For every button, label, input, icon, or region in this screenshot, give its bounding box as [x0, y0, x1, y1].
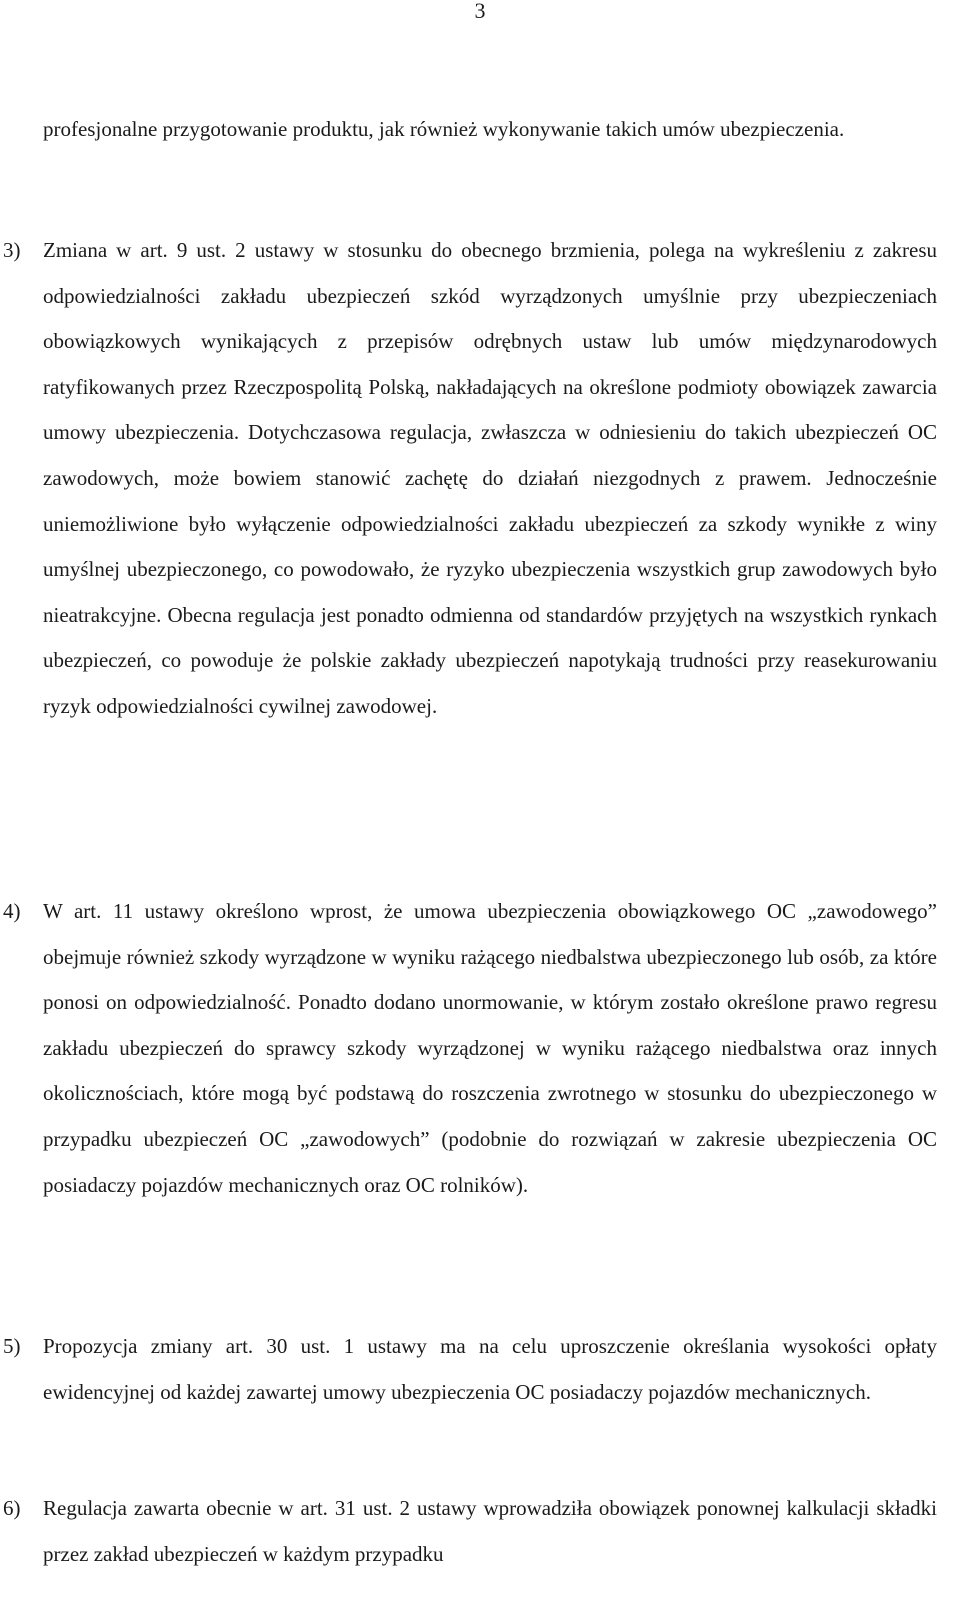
- list-item: [3, 1486, 937, 1577]
- list-item: [3, 889, 937, 1208]
- intro-text: profesjonalne przygotowanie produktu, jak również wykonywanie takich umów ubezpieczenia.: [43, 117, 845, 141]
- list-item: [3, 228, 937, 730]
- list-item-number: 6): [3, 1496, 21, 1520]
- list-item-number: 4): [3, 899, 21, 923]
- list-item-number: 3): [3, 238, 21, 262]
- list-item-text: Zmiana w art. 9 ust. 2 ustawy w stosunku do obecnego brzmienia, polega na wykreśleniu z zakresu odpowiedzialności zakładu ubezpieczeń szkód wyrządzonych umyślnie przy ubezpieczeniach obowiązkowych wynikających z przepisów odrębnych ustaw lub umów międzynarodowych ratyfikowanych przez Rzeczpospolitą Polską, nakładających na określone podmioty obowiązek zawarcia umowy ubezpieczenia. Dotychczasowa regulacja, zwłaszcza w odniesieniu do takich ubezpieczeń OC zawodowych, może bowiem stanowić zachętę do działań niezgodnych z prawem. Jednocześnie uniemożliwione było wyłączenie odpowiedzialności zakładu ubezpieczeń za szkody wynikłe z winy umyślnej ubezpieczonego, co powodowało, że ryzyko ubezpieczenia wszystkich grup zawodowych było nieatrakcyjne. Obecna regulacja jest ponadto odmienna od standardów przyjętych na wszystkich rynkach ubezpieczeń, co powoduje że polskie zakłady ubezpieczeń napotykają trudności przy reasekurowaniu ryzyk odpowiedzialności cywilnej zawodowej.: [43, 238, 937, 718]
- list-item-text: W art. 11 ustawy określono wprost, że umowa ubezpieczenia obowiązkowego OC „zawodowego” obejmuje również szkody wyrządzone w wyniku rażącego niedbalstwa ubezpieczonego lub osób, za które ponosi on odpowiedzialność. Ponadto dodano unormowanie, w którym zostało określone prawo regresu zakładu ubezpieczeń do sprawcy szkody wyrządzonej w wyniku rażącego niedbalstwa oraz innych okolicznościach, które mogą być podstawą do roszczenia zwrotnego w stosunku do ubezpieczonego w przypadku ubezpieczeń OC „zawodowych” (podobnie do rozwiązań w zakresie ubezpieczenia OC posiadaczy pojazdów mechanicznych oraz OC rolników).: [43, 899, 937, 1197]
- list-item-number: 5): [3, 1334, 21, 1358]
- intro-paragraph: [43, 107, 937, 153]
- list-item-text: Regulacja zawarta obecnie w art. 31 ust. 2 ustawy wprowadziła obowiązek ponownej kalkulacji składki przez zakład ubezpieczeń w każdym przypadku: [43, 1496, 937, 1566]
- list-item-text: Propozycja zmiany art. 30 ust. 1 ustawy ma na celu uproszczenie określania wysokości opłaty ewidencyjnej od każdej zawartej umowy ubezpieczenia OC posiadaczy pojazdów mechanicznych.: [43, 1334, 937, 1404]
- page-number: 3: [474, 0, 486, 23]
- list-item: [3, 1324, 937, 1415]
